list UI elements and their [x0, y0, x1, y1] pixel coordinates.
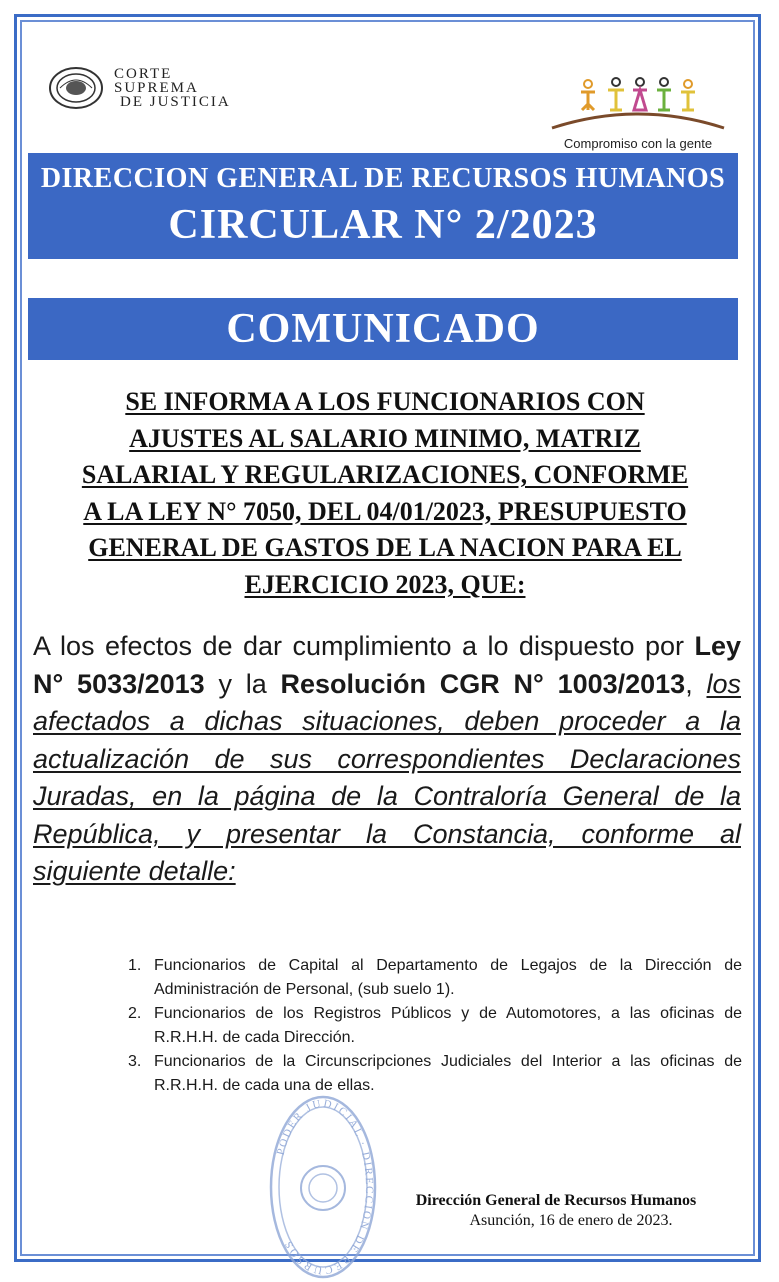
list-item-text: Funcionarios de los Registros Públicos y de Automotores, a las oficinas de R.R.H.H. de cada Dirección. [154, 1005, 742, 1046]
list-item-text: Funcionarios de la Circunscripciones Judiciales del Interior a las oficinas de R.R.H.H. de cada una de ellas. [154, 1053, 742, 1094]
court-logo [48, 66, 231, 110]
comunicado-band [28, 298, 738, 360]
court-name [114, 67, 231, 109]
body-text-part: y la [204, 668, 281, 699]
signing-office: Dirección General de Recursos Humanos [415, 1192, 697, 1209]
list-item-number: 1. [128, 957, 142, 974]
signature-block [388, 1192, 724, 1230]
court-seal-icon [48, 66, 104, 110]
circular-number: CIRCULAR N° 2/2023 [168, 202, 598, 248]
law-reference: Ley N° 5033/2013 [33, 631, 741, 699]
announcement-heading [40, 384, 730, 603]
body-text-part: A los efectos de dar cumplimiento a lo dispuesto por [33, 631, 695, 661]
court-name-line3: DE JUSTICIA [120, 94, 231, 110]
announcement-line: A LA LEY N° 7050, DEL 04/01/2023, PRESUPUESTO [83, 496, 687, 526]
body-paragraph [33, 628, 741, 891]
place-date: Asunción, 16 de enero de 2023. [469, 1212, 673, 1229]
announcement-line: EJERCICIO 2023, QUE: [244, 569, 526, 599]
circular-header-band [28, 153, 738, 259]
people-figures-icon [548, 74, 728, 134]
svg-text:PODER JUDICIAL · DIRECCION DE [275, 1098, 375, 1277]
judicial-stamp-icon [266, 1092, 380, 1282]
court-name-line2: SUPREMA [114, 80, 199, 96]
campaign-tagline: Compromiso con la gente [563, 136, 713, 151]
department-title: DIRECCION GENERAL DE RECURSOS HUMANOS [40, 163, 726, 194]
stamp-text: PODER JUDICIAL · DIRECCION DE RECURSOS [274, 1097, 376, 1277]
instruction-list [128, 954, 742, 1098]
announcement-line: GENERAL DE GASTOS DE LA NACION PARA EL [88, 533, 682, 562]
list-item [128, 1050, 742, 1098]
campaign-logo [548, 74, 728, 151]
announcement-line: AJUSTES AL SALARIO MINIMO, MATRIZ [129, 423, 641, 453]
comunicado-title: COMUNICADO [226, 306, 540, 352]
body-underlined-text: los afectados a dichas situaciones, deben proceder a la actualización de sus correspondientes Declaraciones Juradas, en la página de la Contraloría General de la República, y presentar la Constancia, conforme al siguiente detalle: [33, 668, 741, 886]
list-item [128, 954, 742, 1002]
list-item-number: 3. [128, 1053, 142, 1070]
court-name-line1: CORTE [114, 66, 173, 82]
announcement-line: SE INFORMA A LOS FUNCIONARIOS CON [125, 387, 645, 416]
announcement-line: SALARIAL Y REGULARIZACIONES, CONFORME [81, 460, 689, 489]
list-item [128, 1002, 742, 1050]
resolution-reference: Resolución CGR N° 1003/2013 [280, 668, 686, 699]
list-item-text: Funcionarios de Capital al Departamento de Legajos de la Dirección de Administración de Personal, (sub suelo 1). [154, 957, 742, 998]
body-text-part: , [685, 668, 707, 699]
list-item-number: 2. [128, 1005, 142, 1022]
